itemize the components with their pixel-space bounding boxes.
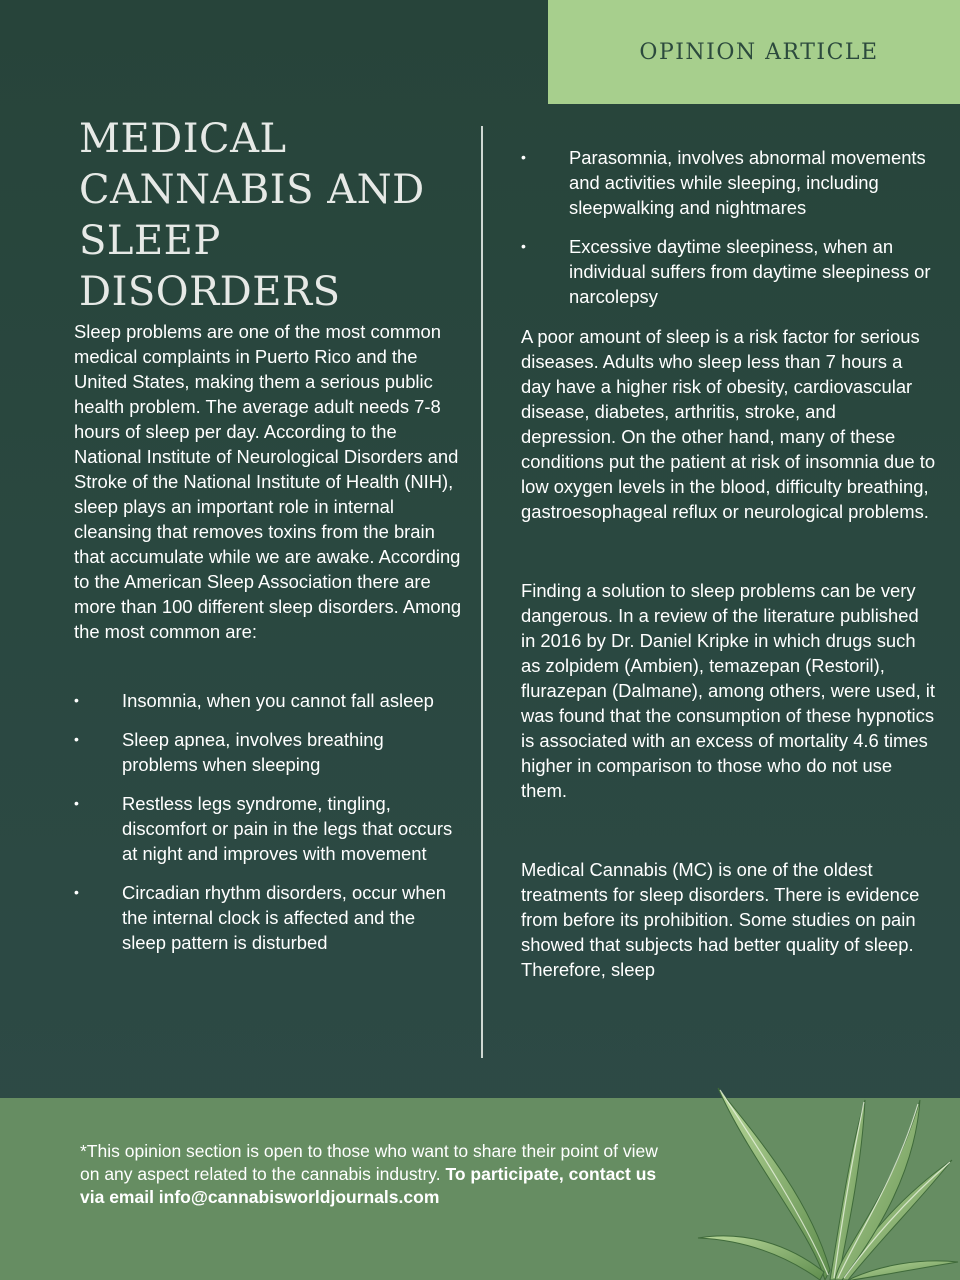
bullet-icon: • — [74, 731, 79, 747]
bullet-icon: • — [521, 238, 526, 254]
medical-cannabis-paragraph: Medical Cannabis (MC) is one of the oldest treatments for sleep disorders. There is evidence from before its prohibition. Some studies on pain showed that subjects had better quality of sleep. Therefore, sleep — [521, 859, 920, 980]
list-item: • Restless legs syndrome, tingling, discomfort or pain in the legs that occurs at night and improves with movement — [74, 793, 453, 864]
intro-paragraph: Sleep problems are one of the most common medical complaints in Puerto Rico and the United States, making them a serious public health problem. The average adult needs 7-8 hours of sleep per day. According to the National Institute of Neurological Disorders and Stroke of the National Institute of Health (NIH), sleep plays an important role in internal cleansing that removes toxins from the brain that accumulate while we are awake. According to the American Sleep Association there are more than 100 different sleep disorders. Among the most common are: — [74, 321, 462, 642]
bullet-icon: • — [521, 149, 526, 165]
article-title: MEDICAL CANNABIS AND SLEEP DISORDERS — [79, 116, 425, 315]
list-item: • Circadian rhythm disorders, occur when the internal clock is affected and the sleep pattern is disturbed — [74, 882, 447, 953]
footer-contact: To participate, contact us via email info@cannabisworldjournals.com — [80, 1164, 657, 1207]
list-item: • Sleep apnea, involves breathing problems when sleeping — [74, 729, 384, 775]
opinion-article-badge — [548, 0, 960, 104]
column-divider — [481, 126, 483, 1058]
footer-note — [80, 1140, 680, 1209]
right-bullet-list — [521, 145, 936, 309]
badge-label: OPINION ARTICLE — [639, 39, 879, 65]
bullet-icon: • — [74, 795, 79, 811]
footer-disclaimer: *This opinion section is open to those who want to share their point of view on any aspect related to the cannabis industry. — [80, 1141, 658, 1184]
left-bullet-list — [74, 688, 464, 955]
cannabis-leaf-icon — [690, 1080, 960, 1280]
risk-paragraph: A poor amount of sleep is a risk factor for serious diseases. Adults who sleep less than 7 hours a day have a higher risk of obesity, cardiovascular disease, diabetes, arthritis, stroke, and depression. On the other hand, many of these conditions put the patient at risk of insomnia due to low oxygen levels in the blood, difficulty breathing, gastroesophageal reflux or neurological problems. — [521, 326, 936, 522]
list-item: • Insomnia, when you cannot fall asleep — [74, 690, 434, 711]
bullet-icon: • — [74, 692, 79, 708]
list-item: • Excessive daytime sleepiness, when an individual suffers from daytime sleepiness or narcolepsy — [521, 236, 931, 307]
list-item: • Parasomnia, involves abnormal movements and activities while sleeping, including sleepwalking and nightmares — [521, 147, 926, 218]
left-column — [74, 319, 464, 969]
hypnotics-paragraph: Finding a solution to sleep problems can be very dangerous. In a review of the literature published in 2016 by Dr. Daniel Kripke in which drugs such as zolpidem (Ambien), temazepan (Restoril), flurazepan (Dalmane), among others, were used, it was found that the consumption of these hypnotics is associated with an excess of mortality 4.6 times higher in comparison to those who do not use them. — [521, 580, 935, 801]
bullet-icon: • — [74, 884, 79, 900]
right-column — [521, 145, 936, 982]
